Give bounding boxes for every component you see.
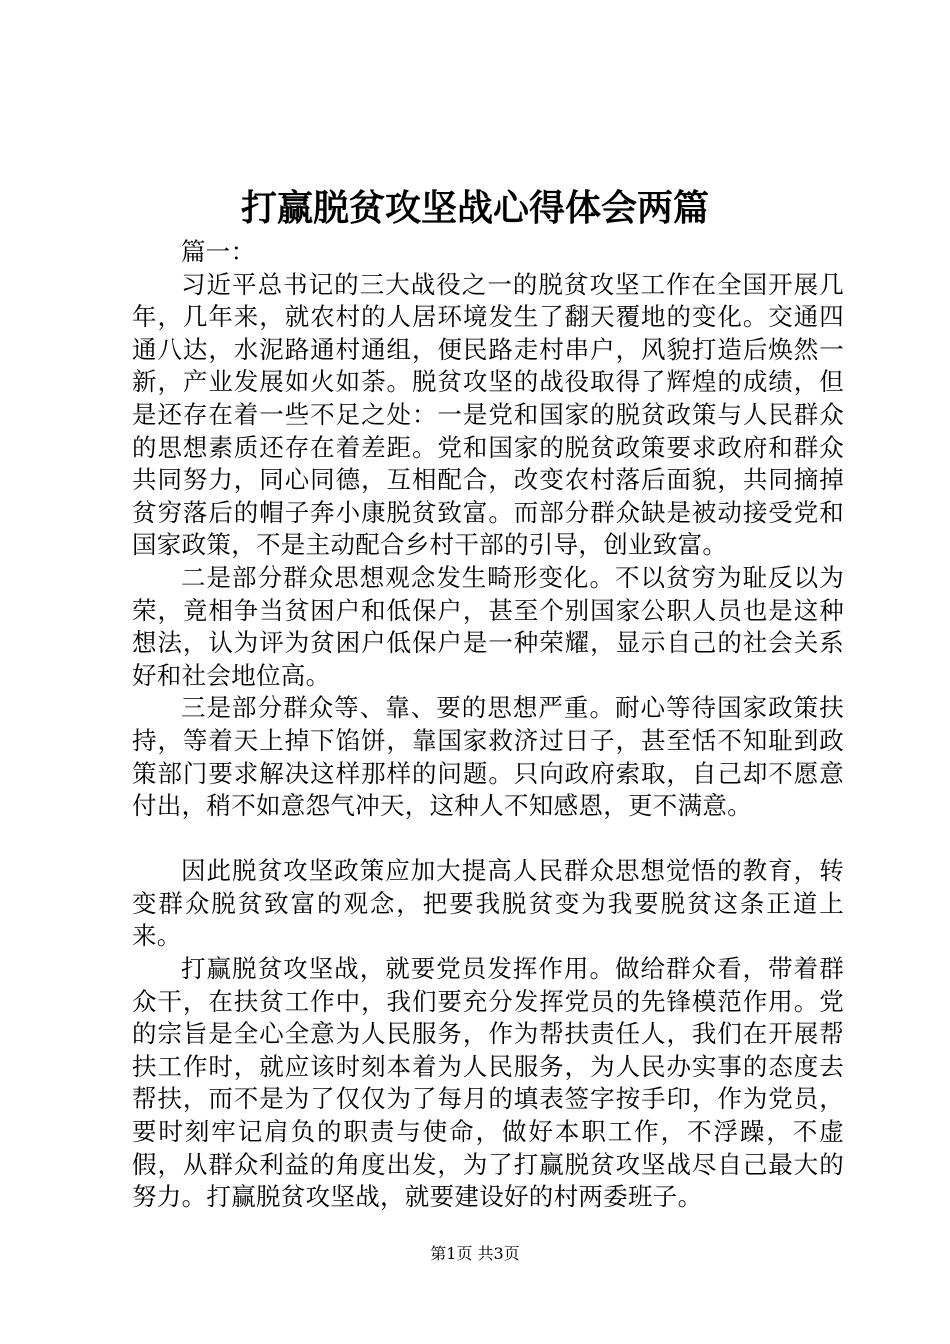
document-title: 打赢脱贫攻坚战心得体会两篇 [240, 187, 709, 229]
document-body [132, 236, 844, 1214]
paragraph-1: 习近平总书记的三大战役之一的脱贫攻坚工作在全国开展几年，几年来，就农村的人居环境发生了翻天覆地的变化。交通四通八达，水泥路通村通组，便民路走村串户，风貌打造后焕然一新，产业发展如火如荼。脱贫攻坚的战役取得了辉煌的成绩，但是还存在着一些不足之处：一是党和国家的脱贫政策与人民群众的思想素质还存在着差距。党和国家的脱贫政策要求政府和群众共同努力，同心同德，互相配合，改变农村落后面貌，共同摘掉贫穷落后的帽子奔小康脱贫致富。而部分群众缺是被动接受党和国家政策，不是主动配合乡村干部的引导，创业致富。 [132, 269, 844, 560]
section-label: 篇一： [181, 237, 256, 266]
paragraph-5: 打赢脱贫攻坚战，就要党员发挥作用。做给群众看，带着群众干，在扶贫工作中，我们要充分发挥党员的先锋模范作用。党的宗旨是全心全意为人民服务，作为帮扶责任人，我们在开展帮扶工作时，就应该时刻本着为人民服务，为人民办实事的态度去帮扶，而不是为了仅仅为了每月的填表签字按手印，作为党员，要时刻牢记肩负的职责与使命，做好本职工作，不浮躁，不虚假，从群众利益的角度出发，为了打赢脱贫攻坚战尽自己最大的努力。打赢脱贫攻坚战，就要建设好的村两委班子。 [132, 954, 844, 1212]
paragraph-gap [132, 823, 844, 856]
paragraph-4: 因此脱贫攻坚政策应加大提高人民群众思想觉悟的教育，转变群众脱贫致富的观念，把要我脱贫变为我要脱贫这条正道上来。 [132, 856, 844, 951]
paragraph-2: 二是部分群众思想观念发生畸形变化。不以贫穷为耻反以为荣，竟相争当贫困户和低保户，甚至个别国家公职人员也是这种想法，认为评为贫困户低保户是一种荣耀，显示自己的社会关系好和社会地位高。 [132, 562, 844, 690]
page-footer: 第1页 共3页 [430, 1244, 520, 1263]
paragraph-3: 三是部分群众等、靠、要的思想严重。耐心等待国家政策扶持，等着天上掉下馅饼，靠国家救济过日子，甚至恬不知耻到政策部门要求解决这样那样的问题。只向政府索取，自己却不愿意付出，稍不如意怨气冲天，这种人不知感恩，更不满意。 [132, 693, 844, 821]
